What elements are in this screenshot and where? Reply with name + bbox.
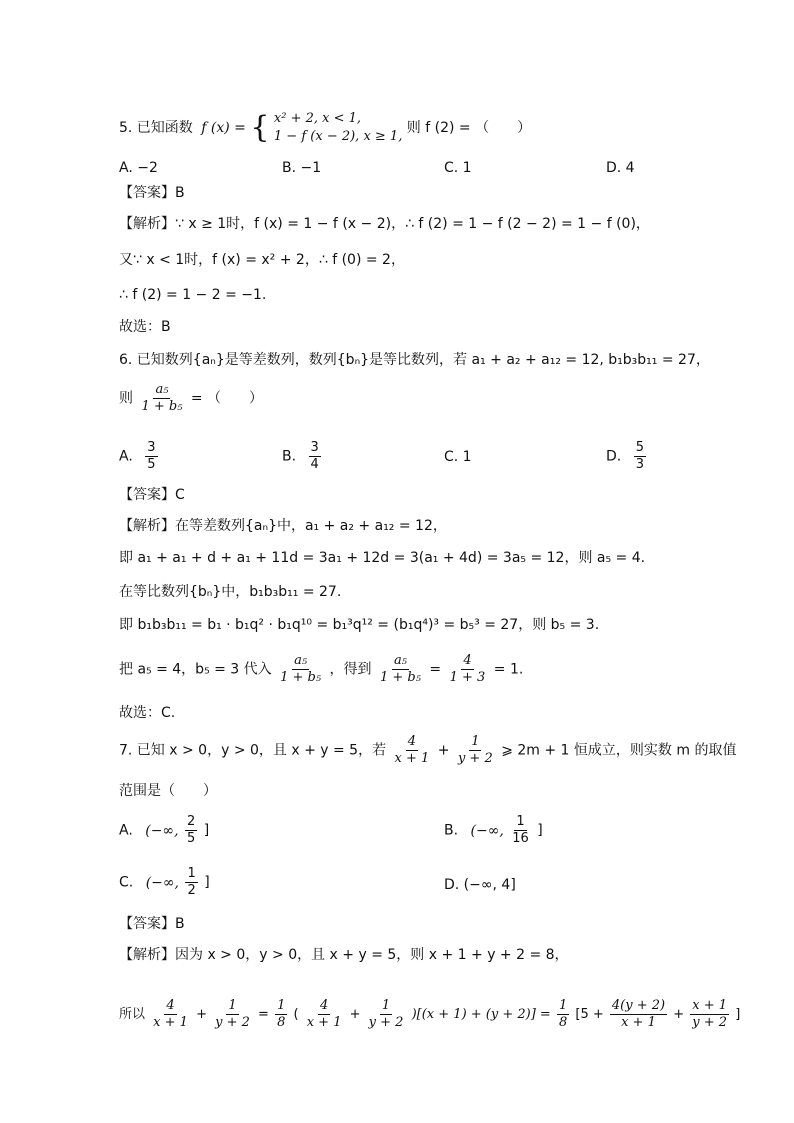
q7-option-d[interactable]: D. (−∞, 4]: [444, 877, 516, 893]
q6-answer: 【答案】C: [119, 487, 185, 503]
fraction: $\frac{4}{x + 1}$: [153, 998, 188, 1030]
q5-option-a[interactable]: A. −2: [119, 160, 158, 176]
q5-solution-2: 又∵ x < 1时，f (x) = x² + 2，∴ f (0) = 2，: [119, 252, 405, 268]
q6-option-a[interactable]: A. $\frac{3}{5}$: [119, 440, 156, 472]
q5-solution-3: ∴ f (2) = 1 − 2 = −1.: [119, 287, 267, 303]
q6-pick: 故选：C.: [119, 705, 176, 721]
q7-answer: 【答案】B: [119, 916, 185, 932]
fraction: $\frac{\text{a₅}}{\text{1 + b₅}}$: [141, 382, 183, 414]
piecewise-cases: x² + 2, x < 1, 1 − f (x − 2), x ≥ 1,: [273, 111, 403, 144]
left-brace: {: [250, 110, 270, 145]
q6-solution-3: 在等比数列{bₙ}中，b₁b₃b₁₁ = 27.: [119, 584, 342, 600]
q7-stem: 7. 已知 x > 0，y > 0，且 x + y = 5，若 $\frac{4}{x + 1}$ + $\frac{1}{y + 2}$ ⩾ 2m + 1 恒成立，则实数 m 的取值: [119, 734, 737, 766]
q6-solution-5: 把 a₅ = 4，b₅ = 3 代入 $\frac{\text{a₅}}{\text{1 + b₅}}$ ，得到 $\frac{\text{a₅}}{\text{1 + b₅}}$ = $\frac{4}{1 + 3}$ = 1.: [119, 653, 524, 685]
fraction: $\frac{1}{y + 2}$: [368, 998, 404, 1030]
q5-solution-1: 【解析】∵ x ≥ 1时，f (x) = 1 − f (x − 2)，∴ f (2) = 1 − f (2 − 2) = 1 − f (0)，: [119, 216, 650, 232]
q5-option-b[interactable]: B. −1: [282, 160, 322, 176]
fraction: $\frac{x + 1}{y + 2}$: [692, 998, 728, 1030]
q5-option-d[interactable]: D. 4: [606, 160, 635, 176]
q5-option-c[interactable]: C. 1: [444, 160, 472, 176]
q7-option-b[interactable]: B. (−∞, $\frac{1}{16}$ ]: [444, 814, 543, 846]
q6-option-b[interactable]: B. $\frac{3}{4}$: [282, 440, 319, 472]
fraction: $\frac{1}{8}$: [558, 998, 568, 1030]
q5-answer: 【答案】B: [119, 185, 185, 201]
q5-pick: 故选：B: [119, 319, 171, 335]
q6-option-c[interactable]: C. 1: [444, 449, 472, 465]
q5-stem: 5. 已知函数 f (x) = { x² + 2, x < 1, 1 − f (x − 2), x ≥ 1, 则 f (2) = （ ）: [119, 110, 532, 145]
q6-solution-1: 【解析】在等差数列{aₙ}中，a₁ + a₂ + a₁₂ = 12，: [119, 518, 447, 534]
fraction: $\frac{4}{x + 1}$: [394, 734, 430, 766]
q7-stem-2: 范围是（ ）: [119, 783, 217, 799]
fraction: $\frac{1}{y + 2}$: [457, 734, 493, 766]
q6-solution-2: 即 a₁ + a₁ + d + a₁ + 11d = 3a₁ + 12d = 3(a₁ + 4d) = 3a₅ = 12，则 a₅ = 4.: [119, 550, 646, 566]
q7-solution-1: 【解析】因为 x > 0，y > 0，且 x + y = 5，则 x + 1 + y + 2 = 8，: [119, 947, 569, 963]
fraction: $\frac{1}{y + 2}$: [215, 998, 250, 1030]
q6-option-d[interactable]: D. $\frac{5}{3}$: [606, 440, 644, 472]
fraction: $\frac{4}{x + 1}$: [306, 998, 342, 1030]
q6-ask: 则 $\frac{\text{a₅}}{\text{1 + b₅}}$ = （ ）: [119, 382, 264, 414]
q7-solution-2: 所以 $\frac{4}{x + 1}$ + $\frac{1}{y + 2}$ = $\frac{1}{8}$ ( $\frac{4}{x + 1}$ + $\frac{1}{y + 2}$ )[(x + 1) + (y + 2)] = $\frac{1}{8}$ [5 + $\frac{4(y + 2)}{x + 1}$ + $\frac{x + 1}{y + 2}$ ]: [119, 998, 741, 1030]
fraction: $\frac{4(y + 2)}{x + 1}$: [611, 998, 666, 1030]
q7-option-a[interactable]: A. (−∞, $\frac{2}{5}$ ]: [119, 814, 210, 846]
fraction: $\frac{4}{1 + 3}$: [449, 653, 486, 685]
q6-stem: 6. 已知数列{aₙ}是等差数列，数列{bₙ}是等比数列，若 a₁ + a₂ + a₁₂ = 12, b₁b₃b₁₁ = 27，: [119, 352, 710, 368]
q7-option-c[interactable]: C. (−∞, $\frac{1}{2}$ ]: [119, 866, 210, 898]
fraction: $\frac{\text{a₅}}{\text{1 + b₅}}$: [280, 653, 322, 685]
fraction: $\frac{\text{a₅}}{\text{1 + b₅}}$: [380, 653, 421, 685]
q5-number: 5. 已知函数: [119, 120, 193, 136]
fraction: $\frac{1}{8}$: [277, 998, 286, 1030]
q5-ask: 则 f (2) = （ ）: [406, 120, 532, 136]
q6-solution-4: 即 b₁b₃b₁₁ = b₁ · b₁q² · b₁q¹⁰ = b₁³q¹² = (b₁q⁴)³ = b₅³ = 27，则 b₅ = 3.: [119, 617, 600, 633]
